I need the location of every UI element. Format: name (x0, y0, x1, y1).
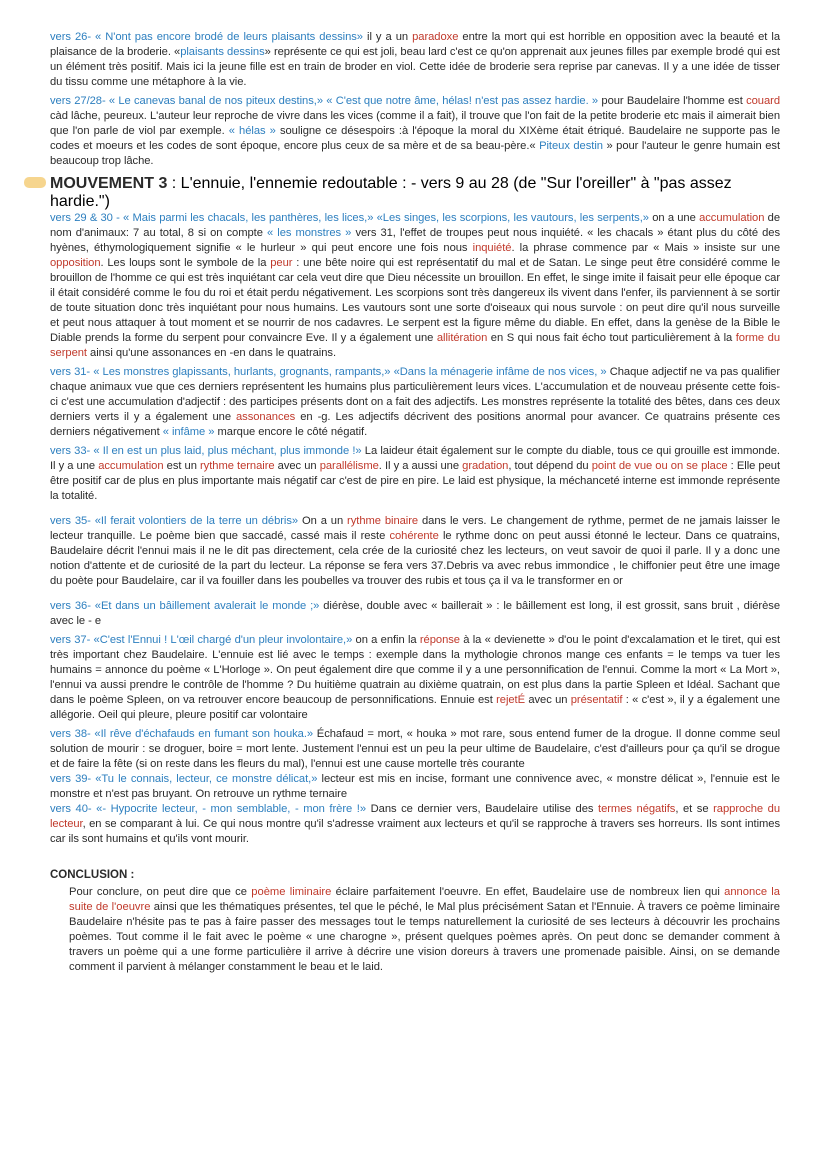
figure-of-speech: couard (746, 95, 780, 107)
body-text: : Elle peut être positif car de plus en plus importante mais négatif car c'est de pire en pire. Le laid est physique, la méchanceté interne est immonde représente la totalité. (50, 460, 781, 502)
figure-of-speech: forme du serpent (50, 332, 780, 359)
figure-of-speech: réponse (419, 634, 460, 646)
figure-of-speech: termes négatifs (598, 803, 676, 815)
analysis-paragraph (50, 211, 780, 361)
analysis-paragraph (50, 633, 780, 723)
analysis-paragraph (50, 444, 780, 504)
figure-of-speech: opposition (50, 257, 101, 269)
body-text: » représente ce qui est joli, beau lard c'est ce qu'on apprenait aux jeunes filles par exemple brodé qui est un élément très positif. Mais ici la jeune fille est en train de broder en viol. Cette idée de broderie sera reprise par canevas. Il y a une idée de tisser du tissu comme une métaphore à la vie. (50, 46, 780, 88)
body-text: le rythme donc on peut aussi étonné le lecteur. Dans ce quatrains, Baudelaire décrit l'ennui mais il ne le dit pas directement, cela crée de la curiosité chez les lecteurs, on veut savoir de quoi il parle. Il y a donc une notion d'attente et de curiosité de la part du lecteur. La réponse se fera vers 37.Debris va avec rebus immondice , le chiffonier peut être une image du poète pour Baudelaire, car il va fouiller dans les poubelles va trouver des rubis et tous ça il va le transformer en or (50, 530, 780, 587)
paragraphs-part-1 (50, 30, 780, 169)
analysis-paragraph (50, 599, 780, 629)
figure-of-speech: point de vue ou on se place (591, 460, 728, 472)
body-text: est un (163, 460, 200, 472)
verse-quote: vers 26- « N'ont pas encore brodé de leurs plaisants dessins» (50, 31, 363, 43)
body-text: : une bête noire qui est représentatif du mal et de Satan. Le singe peut être considéré comme le brouillon de l'homme ce qui est très inquiétant car cela veut dire que Dieu nécessite un brouillon. En effet, le singe imite il faisait peur elle époque car il était considéré comme le fou du roi et était perdu négativement. Les scorpions sont très dangereux ils vivent dans l'enfer, ils parviennent à se sortir de toute situation donc très inquiétant pour nous humains. Les vautours sont une sorte d'oiseaux qui nous survole : on peut dire qu'il nous surveille et peut nous attaquer à tout moment et se nourrir de nos cadavres. Le serpent est la figure même du diable. En effet, dans la genèse de la Bible le Diable prends la forme du serpent pour convaincre Eve. Il y a également une (50, 257, 780, 344)
body-text: . Il y a aussi une (378, 460, 463, 472)
body-text: à la « devienette » d'ou le point d'excalamation et le tiret, qui est très important chez Baudelaire. L'ennuie est lié avec le temps : exemple dans la mythologie chronos mange ces enfants = le temps va tuer les humains = annonce du poème « L'Horloge ». On peut également dire que comme il y a une personnification de l'ennui. Comme la mort « La Mort », l'ennui va aussi prendre le contrôle de l'homme ? Du huitième quatrain au dixième quatrain, on est plus dans la partie Spleen et Idéal. Sachant que dans le poème Spleen, on va retrouver encore beaucoup de personnifications. Ennuie est (50, 634, 780, 706)
body-text: on a enfin la (352, 634, 420, 646)
body-text: Chaque adjectif ne va pas qualifier chaque animaux vue que ces derniers représentent les humains plus particulièrement leurs vices. L'accumulation et de nouveau présente cette fois-ci c'est une accumulation d'adjectif : des participes présents dont on a fait des adjectifs. Les monstres représente la totalité des bêtes, dans ces deux derniers verts il y a également une (50, 366, 780, 423)
body-text: » pour l'auteur le genre humain est beaucoup trop lâche. (50, 140, 781, 167)
verse-quote: vers 38- «Il rêve d'échafauds en fumant son houka.» (50, 728, 314, 740)
conclusion-paragraph (69, 885, 780, 975)
body-text: . Les loups sont le symbole de la (100, 257, 271, 269)
verse-quote: vers 39- «Tu le connais, lecteur, ce monstre délicat,» (50, 773, 318, 785)
document-page (50, 30, 780, 975)
body-text: Pour conclure, on peut dire que ce (69, 886, 252, 898)
body-text: càd lâche, peureux. L'auteur leur reproche de vivre dans les vices (comme il a fait), il trouve que l'on fait de la petite broderie etc mais il aimerait bien que l'on parle de viol par exemple. (50, 110, 780, 137)
figure-of-speech: rapproche du lecteur (50, 803, 780, 830)
paragraphs-part-2 (50, 211, 780, 847)
figure-of-speech: accumulation (98, 460, 164, 472)
movement-title: MOUVEMENT 3 (50, 175, 168, 192)
verse-quote: vers 27/28- « Le canevas banal de nos piteux destins,» « C'est que notre âme, hélas! n'est pas assez hardie. » (50, 95, 599, 107)
figure-of-speech: peur (270, 257, 293, 269)
figure-of-speech: annonce la suite de l'oeuvre (69, 886, 781, 913)
movement-text: : L'ennuie, l'ennemie redoutable : - vers 9 au 28 (de "Sur l'oreiller" à "pas assez hardie.") (50, 175, 732, 210)
body-text: avec un (525, 694, 571, 706)
figure-of-speech: rythme ternaire (200, 460, 275, 472)
verse-quote: vers 36- «Et dans un bâillement avalerait le monde ;» (50, 600, 320, 612)
body-text: il y a un (362, 31, 413, 43)
body-text: on a une (648, 212, 700, 224)
verse-quote: « hélas » (228, 125, 276, 137)
figure-of-speech: poème liminaire (251, 886, 332, 898)
figure-of-speech: allitération (436, 332, 488, 344)
analysis-paragraph (50, 772, 780, 802)
body-text: entre la mort qui est horrible en opposition avec la beauté et la plaisance de la broderie. « (50, 31, 780, 58)
body-text: en S qui nous fait écho tout particulièrement à la (487, 332, 736, 344)
figure-of-speech: rythme binaire (347, 515, 419, 527)
verse-quote: vers 29 & 30 - « Mais parmi les chacals, les panthères, les lices,» «Les singes, les scorpions, les vautours, les serpents,» (50, 212, 649, 224)
body-text: ainsi que les thématiques présentes, tel que le péché, le Mal plus précisément Satan et l'Ennuie. À travers ce poème liminaire Baudelaire n'hésite pas te pas à faire passer des messages tout le temps naturellement la curiosité de ses lecteurs à découvrir les prochains poèmes. Tout comme il le fait avec le poème « une charogne », présent quelques poèmes après. On peut donc se demander comment à travers un poème qui a une forme particulière il arrive à décrire une vision doreurs à travers une promenade paisible. Ainsi, on se demande comment il parvient à mélanger constamment le beau et le laid. (69, 901, 780, 973)
figure-of-speech: cohérente (389, 530, 439, 542)
body-text: diérèse, double avec « baillerait » : le bâillement est long, il est grossit, sans bruit , diérèse avec le - e (50, 600, 780, 627)
figure-of-speech: inquiété (472, 242, 512, 254)
figure-of-speech: accumulation (699, 212, 765, 224)
figure-of-speech: gradation (462, 460, 509, 472)
figure-of-speech: parallélisme (319, 460, 379, 472)
verse-quote: vers 33- « Il en est un plus laid, plus méchant, plus immonde !» (50, 445, 362, 457)
movement-heading (50, 175, 780, 211)
analysis-paragraph (50, 94, 780, 169)
body-text: Dans ce dernier vers, Baudelaire utilise des (366, 803, 599, 815)
analysis-paragraph (50, 365, 780, 440)
body-text: éclaire parfaitement l'oeuvre. En effet, Baudelaire use de nombreux lien qui (331, 886, 725, 898)
body-text: souligne ce désespoirs :à l'époque la moral du XIXème était étriqué. Baudelaire ne supporte pas le codes et moeurs et les codes de sont époque, encore plus ceux de sa mère et de sa beau-père.« (50, 125, 780, 152)
figure-of-speech: assonances (236, 411, 296, 423)
body-text: dans le vers. Le changement de rythme, permet de ne jamais laisser le lecteur tranquille. Le poème bien que saccadé, cassé mais il reste (50, 515, 780, 542)
highlight-marker (24, 177, 46, 188)
body-text: . la phrase commence par « Mais » insiste sur une (511, 242, 780, 254)
figure-of-speech: paradoxe (412, 31, 459, 43)
analysis-paragraph (50, 30, 780, 90)
body-text: , en se comparant à lui. Ce qui nous montre qu'il s'adresse vraiment aux lecteurs et qu'il se rapproche à travers ses horreurs. Ils sont intimes car ils sont humains et qu'ils vont mourir. (50, 818, 780, 845)
body-text: , tout dépend du (508, 460, 592, 472)
analysis-paragraph (50, 514, 780, 589)
body-text: de nom d'animaux: 7 au total, 8 si on compte (50, 212, 781, 239)
body-text: : « c'est », il y a également une allégorie. Oeil qui pleure, pleure positif car volontaire (50, 694, 781, 721)
verse-quote: vers 31- « Les monstres glapissants, hurlants, grognants, rampants,» «Dans la ménagerie infâme de nos vices, » (50, 366, 607, 378)
figure-of-speech: présentatif (570, 694, 623, 706)
verse-quote: Piteux destin (539, 140, 603, 152)
conclusion-title: CONCLUSION : (50, 869, 135, 881)
figure-of-speech: rejetÉ (496, 694, 526, 706)
body-text: On a un (298, 515, 348, 527)
verse-quote: vers 35- «Il ferait volontiers de la terre un débris» (50, 515, 299, 527)
analysis-paragraph (50, 727, 780, 772)
body-text: avec un (274, 460, 320, 472)
body-text: en -g. Les adjectifs décrivent des positions anormal pour avancer. Ce quatrains présente ces derniers négativement (50, 411, 780, 438)
body-text: ainsi qu'une assonances en -en dans le quatrains. (86, 347, 337, 359)
body-text: Échafaud = mort, « houka » mot rare, sous entend fumer de la drogue. Il donne comme seul solution de mourir : se droguer, boire = mort lente. Justement l'ennui est un peu la peur ultime de Baudelaire, c'est d'ailleurs pour ça qu'il se drogue et de faire la fête (si on reste dans les fleurs du mal), l'ennui est une cause mortelle très courante (50, 728, 781, 770)
body-text: La laideur était également sur le compte du diable, tous ce qui grouille est immonde. Il y a une (50, 445, 780, 472)
body-text: marque encore le côté négatif. (214, 426, 368, 438)
verse-quote: plaisants dessins (180, 46, 265, 58)
body-text: lecteur est mis en incise, formant une connivence avec, « monstre délicat », l'ennuie est le monstre et n'est pas bruyant. On retrouve un rythme ternaire (50, 773, 780, 800)
verse-quote: vers 37- «C'est l'Ennui ! L'œil chargé d'un pleur involontaire,» (50, 634, 353, 646)
body-text: pour Baudelaire l'homme est (598, 95, 747, 107)
body-text: , et se (675, 803, 714, 815)
body-text: vers 31, l'effet de troupes peut nous inquiété. « les chacals » étant plus du côté des hyènes, éthymologiquement signifie « le hurleur » qui peut encore une fois nous (50, 227, 780, 254)
analysis-paragraph (50, 802, 780, 847)
verse-quote: « les monstres » (267, 227, 352, 239)
verse-quote: « infâme » (162, 426, 215, 438)
verse-quote: vers 40- «- Hypocrite lecteur, - mon semblable, - mon frère !» (50, 803, 367, 815)
